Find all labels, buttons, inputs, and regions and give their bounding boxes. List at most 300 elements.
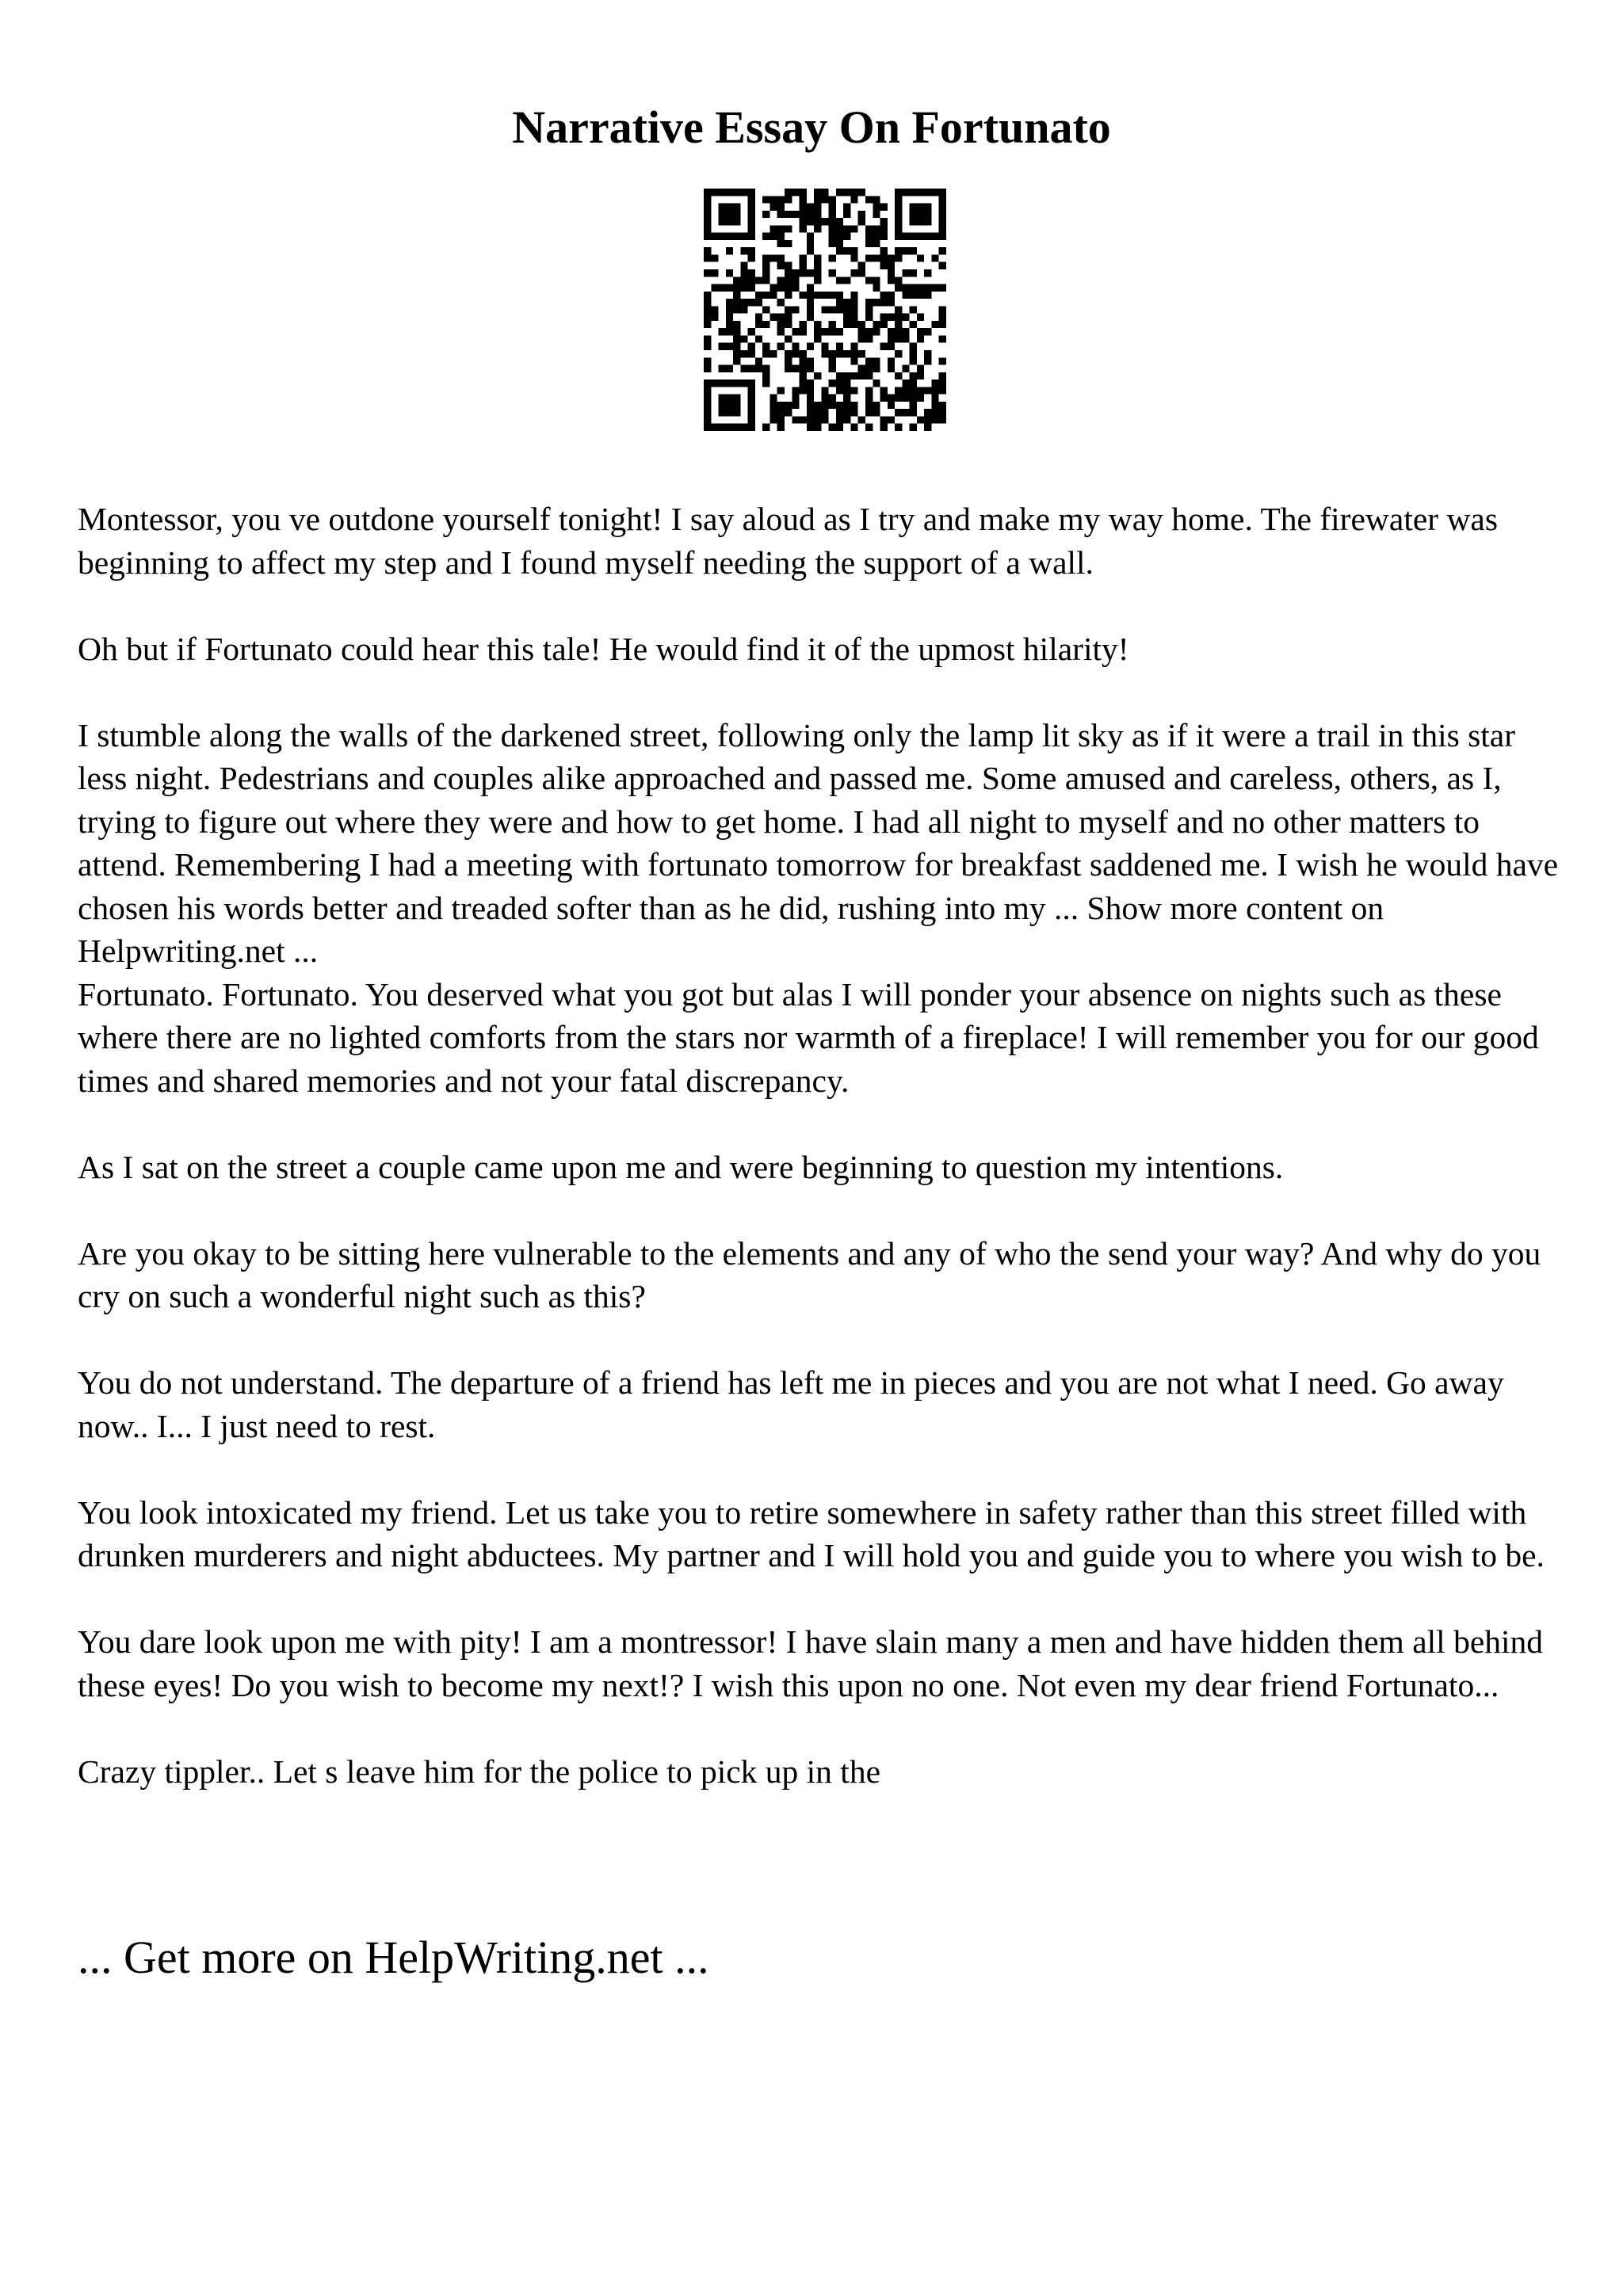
qr-module — [748, 416, 755, 423]
qr-module — [895, 247, 902, 254]
qr-module — [748, 196, 755, 203]
qr-module — [777, 321, 785, 328]
qr-module — [755, 357, 762, 364]
qr-module — [726, 204, 733, 211]
qr-module — [902, 387, 909, 394]
qr-module — [807, 395, 814, 402]
qr-module — [917, 314, 924, 321]
qr-module — [895, 328, 902, 335]
qr-module — [873, 225, 880, 232]
qr-module — [843, 299, 850, 306]
qr-module — [924, 409, 931, 416]
qr-module — [740, 379, 747, 387]
qr-module — [762, 321, 769, 328]
qr-module — [931, 387, 938, 394]
qr-module — [836, 372, 843, 379]
qr-module — [836, 343, 843, 350]
qr-module — [836, 277, 843, 284]
qr-module — [762, 306, 769, 313]
qr-module — [858, 416, 865, 423]
qr-module — [807, 416, 814, 423]
qr-module — [792, 343, 799, 350]
qr-module — [777, 262, 785, 269]
qr-module — [719, 233, 726, 240]
qr-module — [917, 204, 924, 211]
qr-module — [719, 218, 726, 225]
qr-module — [821, 416, 828, 423]
qr-module — [726, 424, 733, 431]
qr-module — [843, 395, 850, 402]
qr-module — [711, 189, 718, 196]
qr-module — [704, 218, 711, 225]
qr-module — [888, 395, 895, 402]
qr-module — [873, 284, 880, 292]
qr-module — [939, 306, 946, 313]
qr-module — [888, 277, 895, 284]
qr-module — [931, 189, 938, 196]
qr-module — [777, 204, 785, 211]
qr-module — [704, 225, 711, 232]
qr-module — [733, 277, 740, 284]
qr-module — [902, 409, 909, 416]
qr-module — [785, 240, 792, 247]
qr-module — [924, 357, 931, 364]
qr-module — [873, 379, 880, 387]
qr-module — [850, 387, 857, 394]
qr-module — [888, 254, 895, 261]
qr-module — [865, 365, 873, 372]
qr-module — [880, 343, 888, 350]
qr-module — [719, 379, 726, 387]
qr-module — [895, 424, 902, 431]
qr-module — [711, 254, 718, 261]
qr-module — [792, 211, 799, 218]
qr-module — [733, 402, 740, 409]
qr-module — [836, 306, 843, 313]
qr-module — [740, 189, 747, 196]
qr-module — [733, 409, 740, 416]
qr-module — [910, 343, 917, 350]
qr-module — [762, 233, 769, 240]
qr-module — [865, 372, 873, 379]
qr-module — [829, 321, 836, 328]
qr-module — [762, 343, 769, 350]
qr-module — [740, 335, 747, 342]
qr-module — [733, 379, 740, 387]
qr-module — [748, 365, 755, 372]
qr-module — [917, 254, 924, 261]
qr-module — [814, 328, 821, 335]
qr-module — [895, 218, 902, 225]
qr-module — [931, 416, 938, 423]
qr-module — [850, 247, 857, 254]
qr-module — [762, 211, 769, 218]
qr-module — [829, 350, 836, 357]
qr-module — [939, 218, 946, 225]
qr-module — [843, 225, 850, 232]
qr-module — [895, 277, 902, 284]
qr-module — [924, 211, 931, 218]
qr-module — [910, 189, 917, 196]
get-more-link[interactable]: ... Get more on HelpWriting.net ... — [78, 1932, 709, 1983]
qr-module — [924, 416, 931, 423]
qr-module — [785, 277, 792, 284]
qr-module — [873, 328, 880, 335]
qr-module — [902, 314, 909, 321]
qr-module — [740, 269, 747, 277]
qr-module — [704, 269, 711, 277]
qr-module — [785, 314, 792, 321]
qr-module — [800, 321, 807, 328]
qr-module — [777, 387, 785, 394]
qr-module — [910, 247, 917, 254]
qr-module — [807, 424, 814, 431]
qr-module — [895, 233, 902, 240]
qr-module — [865, 395, 873, 402]
qr-module — [748, 284, 755, 292]
qr-module — [917, 395, 924, 402]
qr-module — [814, 416, 821, 423]
qr-module — [865, 409, 873, 416]
qr-module — [895, 321, 902, 328]
qr-module — [733, 328, 740, 335]
qr-module — [821, 189, 828, 196]
qr-module — [777, 196, 785, 203]
qr-module — [895, 306, 902, 313]
qr-module — [814, 218, 821, 225]
qr-module — [800, 204, 807, 211]
qr-module — [704, 292, 711, 299]
qr-module — [850, 402, 857, 409]
qr-module — [873, 299, 880, 306]
qr-module — [858, 350, 865, 357]
qr-module — [843, 306, 850, 313]
qr-module — [769, 409, 777, 416]
qr-module — [800, 218, 807, 225]
qr-module — [843, 204, 850, 211]
qr-module — [785, 321, 792, 328]
qr-module — [814, 269, 821, 277]
qr-module — [865, 402, 873, 409]
qr-module — [850, 350, 857, 357]
qr-module — [800, 211, 807, 218]
qr-module — [895, 284, 902, 292]
qr-module — [800, 379, 807, 387]
qr-module — [843, 350, 850, 357]
qr-module — [924, 328, 931, 335]
qr-module — [704, 189, 711, 196]
qr-module — [726, 306, 733, 313]
qr-module — [814, 254, 821, 261]
qr-module — [910, 402, 917, 409]
qr-module — [719, 409, 726, 416]
qr-module — [843, 277, 850, 284]
qr-module — [807, 240, 814, 247]
qr-module — [924, 292, 931, 299]
qr-module — [777, 424, 785, 431]
qr-module — [880, 233, 888, 240]
qr-module — [777, 299, 785, 306]
paragraph-3: I stumble along the walls of the darkened street, following only the lamp lit sky as if it were a trail in this star less night. Pedestrians and couples alike approached and passed me. Some amused and careless, others, as I, trying to figure out where they were and how to get home. I had all night to myself and no other matters to attend. Remembering I had a meeting with fortunato tomorrow for breakfast saddened me. I wish he would have chosen his words better and treaded softer than as he did, rushing into my ... Show more content on Helpwriting.net ... — [78, 716, 1559, 969]
qr-module — [814, 189, 821, 196]
qr-module — [704, 204, 711, 211]
qr-module — [895, 409, 902, 416]
qr-module — [910, 292, 917, 299]
qr-module — [748, 189, 755, 196]
qr-module — [939, 314, 946, 321]
qr-module — [829, 240, 836, 247]
qr-module — [917, 328, 924, 335]
qr-module — [755, 365, 762, 372]
qr-module — [865, 240, 873, 247]
qr-module — [792, 416, 799, 423]
qr-module — [939, 284, 946, 292]
qr-module — [858, 372, 865, 379]
qr-module — [740, 262, 747, 269]
qr-module — [910, 357, 917, 364]
qr-module — [880, 395, 888, 402]
qr-module — [821, 328, 828, 335]
qr-module — [785, 402, 792, 409]
qr-module — [939, 211, 946, 218]
qr-module — [814, 262, 821, 269]
qr-module — [858, 269, 865, 277]
document-title: Narrative Essay On Fortunato — [512, 101, 1111, 153]
qr-module — [843, 189, 850, 196]
qr-module — [748, 409, 755, 416]
qr-module — [755, 292, 762, 299]
qr-module — [792, 277, 799, 284]
qr-module — [836, 387, 843, 394]
qr-module — [726, 233, 733, 240]
qr-module — [777, 211, 785, 218]
qr-module — [792, 395, 799, 402]
qr-module — [807, 233, 814, 240]
qr-module — [748, 387, 755, 394]
qr-module — [829, 233, 836, 240]
qr-module — [740, 299, 747, 306]
qr-module — [821, 196, 828, 203]
qr-module — [814, 277, 821, 284]
qr-module — [821, 387, 828, 394]
qr-module — [910, 379, 917, 387]
qr-module — [726, 343, 733, 350]
qr-module — [865, 299, 873, 306]
qr-module — [726, 189, 733, 196]
qr-module — [785, 225, 792, 232]
qr-module — [910, 218, 917, 225]
qr-module — [931, 395, 938, 402]
qr-module — [704, 424, 711, 431]
qr-module — [850, 357, 857, 364]
qr-module — [924, 269, 931, 277]
qr-module — [939, 204, 946, 211]
qr-module — [704, 402, 711, 409]
qr-module — [785, 357, 792, 364]
qr-module — [785, 211, 792, 218]
qr-module — [850, 269, 857, 277]
qr-module — [726, 284, 733, 292]
qr-module — [719, 365, 726, 372]
qr-module — [704, 416, 711, 423]
qr-module — [829, 306, 836, 313]
qr-module — [829, 225, 836, 232]
qr-module — [843, 321, 850, 328]
qr-module — [733, 218, 740, 225]
qr-module — [719, 395, 726, 402]
qr-module — [843, 409, 850, 416]
qr-module — [865, 328, 873, 335]
qr-module — [850, 225, 857, 232]
qr-module — [836, 409, 843, 416]
qr-module — [865, 277, 873, 284]
qr-module — [888, 357, 895, 364]
qr-module — [917, 372, 924, 379]
qr-module — [850, 314, 857, 321]
qr-module — [777, 233, 785, 240]
qr-module — [719, 204, 726, 211]
qr-module — [917, 416, 924, 423]
qr-module — [865, 387, 873, 394]
qr-module — [843, 387, 850, 394]
qr-module — [836, 292, 843, 299]
qr-module — [895, 395, 902, 402]
qr-module — [902, 269, 909, 277]
qr-module — [719, 189, 726, 196]
qr-module — [726, 218, 733, 225]
qr-module — [704, 395, 711, 402]
qr-module — [865, 357, 873, 364]
qr-module — [850, 292, 857, 299]
qr-module — [843, 211, 850, 218]
qr-module — [711, 284, 718, 292]
qr-module — [924, 284, 931, 292]
qr-module — [704, 196, 711, 203]
qr-module — [704, 343, 711, 350]
qr-module — [800, 350, 807, 357]
qr-module — [792, 328, 799, 335]
qr-module — [748, 328, 755, 335]
qr-module — [858, 262, 865, 269]
qr-module — [748, 211, 755, 218]
qr-module — [939, 247, 946, 254]
qr-module — [807, 211, 814, 218]
qr-module — [748, 379, 755, 387]
qr-module — [726, 314, 733, 321]
qr-module — [792, 387, 799, 394]
qr-module — [792, 189, 799, 196]
qr-module — [762, 196, 769, 203]
qr-module — [850, 343, 857, 350]
qr-module — [910, 233, 917, 240]
qr-module — [704, 357, 711, 364]
qr-module — [910, 269, 917, 277]
qr-module — [924, 189, 931, 196]
qr-module — [858, 365, 865, 372]
qr-module — [829, 328, 836, 335]
qr-module — [762, 424, 769, 431]
qr-module — [888, 314, 895, 321]
qr-module — [733, 335, 740, 342]
qr-module — [939, 409, 946, 416]
paragraph-8: You look intoxicated my friend. Let us take you to retire somewhere in safety rather than this street filled with drunken murderers and night abductees. My partner and I will hold you and guide you to where you wish to be. — [78, 1493, 1545, 1573]
qr-module — [769, 292, 777, 299]
qr-module — [865, 424, 873, 431]
qr-module — [748, 350, 755, 357]
qr-module — [910, 204, 917, 211]
qr-module — [895, 225, 902, 232]
qr-module — [888, 343, 895, 350]
qr-module — [836, 379, 843, 387]
qr-module — [726, 365, 733, 372]
qr-module — [843, 233, 850, 240]
qr-module — [888, 262, 895, 269]
qr-module — [777, 284, 785, 292]
qr-module — [829, 204, 836, 211]
qr-module — [769, 225, 777, 232]
qr-module — [792, 269, 799, 277]
qr-module — [931, 379, 938, 387]
qr-module — [865, 314, 873, 321]
qr-module — [821, 395, 828, 402]
qr-module — [704, 387, 711, 394]
qr-module — [931, 284, 938, 292]
qr-module — [777, 328, 785, 335]
qr-module — [711, 269, 718, 277]
qr-module — [836, 402, 843, 409]
qr-module — [895, 254, 902, 261]
qr-module — [726, 395, 733, 402]
qr-module — [939, 372, 946, 379]
qr-module — [880, 314, 888, 321]
qr-module — [902, 335, 909, 342]
qr-module — [858, 218, 865, 225]
qr-module — [785, 262, 792, 269]
qr-module — [821, 218, 828, 225]
qr-module — [843, 247, 850, 254]
qr-module — [748, 247, 755, 254]
qr-module — [762, 379, 769, 387]
essay-body — [78, 498, 1568, 1836]
qr-module — [836, 225, 843, 232]
qr-module — [785, 189, 792, 196]
qr-module — [807, 365, 814, 372]
qr-module — [792, 284, 799, 292]
qr-module — [769, 204, 777, 211]
qr-module — [895, 387, 902, 394]
qr-module — [939, 321, 946, 328]
qr-module — [814, 321, 821, 328]
qr-module — [807, 409, 814, 416]
qr-module — [814, 292, 821, 299]
qr-module — [733, 211, 740, 218]
qr-module — [777, 343, 785, 350]
qr-module — [888, 328, 895, 335]
qr-module — [733, 350, 740, 357]
qr-module — [733, 233, 740, 240]
qr-module — [814, 335, 821, 342]
qr-module — [873, 365, 880, 372]
qr-module — [748, 269, 755, 277]
qr-module — [924, 233, 931, 240]
qr-module — [733, 357, 740, 364]
qr-module — [726, 247, 733, 254]
qr-module — [902, 395, 909, 402]
qr-module — [755, 299, 762, 306]
qr-module — [865, 233, 873, 240]
qr-module — [726, 328, 733, 335]
qr-module — [733, 343, 740, 350]
